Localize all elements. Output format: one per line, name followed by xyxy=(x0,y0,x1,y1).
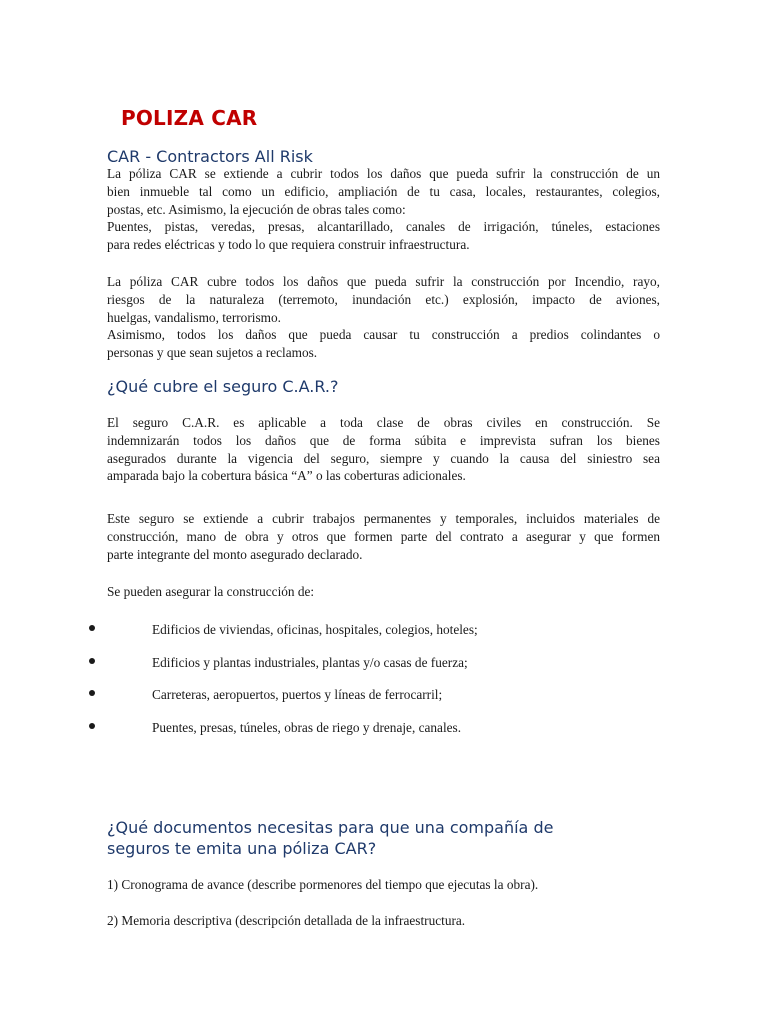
section-heading-car: CAR - Contractors All Risk xyxy=(107,147,313,166)
list-item-text: Edificios de viviendas, oficinas, hospitales, colegios, hoteles; xyxy=(152,622,478,637)
text-line: bien inmueble tal como un edificio, ampliación de tu casa, locales, restaurantes, colegios, xyxy=(107,183,660,199)
document-title: POLIZA CAR xyxy=(121,106,258,130)
heading-line: ¿Qué documentos necesitas para que una compañía de xyxy=(107,818,554,837)
list-item-text: Puentes, presas, túneles, obras de riego y drenaje, canales. xyxy=(152,720,462,735)
text-line: Puentes, pistas, veredas, presas, alcantarillado, canales de irrigación, túneles, estaciones xyxy=(107,219,660,235)
bullet-icon xyxy=(89,690,95,696)
text-line: indemnizarán todos los daños que de forma súbita e imprevista sufran los bienes xyxy=(107,432,660,448)
document-requirement-item: 2) Memoria descriptiva (descripción detallada de la infraestructura. xyxy=(107,913,466,928)
text-line: La póliza CAR se extiende a cubrir todos los daños que pueda sufrir la construcción de un xyxy=(107,166,660,181)
paragraph-car-scope xyxy=(107,165,660,254)
list-item-text: Edificios y plantas industriales, plantas y/o casas de fuerza; xyxy=(152,655,468,670)
text-line: postas, etc. Asimismo, la ejecución de obras tales como: xyxy=(107,201,406,217)
list-item xyxy=(0,655,768,675)
list-item-text: Carreteras, aeropuertos, puertos y líneas de ferrocarril; xyxy=(152,687,443,702)
text-line: construcción, mano de obra y otros que formen parte del contrato a asegurar y que formen xyxy=(107,528,660,544)
list-intro: Se pueden asegurar la construcción de: xyxy=(107,584,315,599)
text-line: huelgas, vandalismo, terrorismo. xyxy=(107,309,281,325)
text-line: El seguro C.A.R. es aplicable a toda clase de obras civiles en construcción. Se xyxy=(107,415,660,430)
bullet-icon xyxy=(89,658,95,664)
section-heading-que-cubre: ¿Qué cubre el seguro C.A.R.? xyxy=(107,377,339,396)
text-line: parte integrante del monto asegurado declarado. xyxy=(107,546,363,562)
text-line: asegurados durante la vigencia del seguro, siempre y cuando la causa del siniestro sea xyxy=(107,450,660,466)
paragraph-car-applicability xyxy=(107,414,660,485)
text-line: para redes eléctricas y todo lo que requiera construir infraestructura. xyxy=(107,237,470,253)
section-heading-documentos xyxy=(107,817,553,859)
text-line: La póliza CAR cubre todos los daños que pueda sufrir la construcción por Incendio, rayo, xyxy=(107,274,660,289)
text-line: riesgos de la naturaleza (terremoto, inundación etc.) explosión, impacto de aviones, xyxy=(107,291,660,307)
document-requirement-item: 1) Cronograma de avance (describe pormenores del tiempo que ejecutas la obra). xyxy=(107,877,539,892)
list-item xyxy=(0,687,768,707)
text-line: Este seguro se extiende a cubrir trabajos permanentes y temporales, incluidos materiales de xyxy=(107,511,660,526)
bullet-icon xyxy=(89,723,95,729)
heading-line: seguros te emita una póliza CAR? xyxy=(107,839,377,858)
text-line: personas y que sean sujetos a reclamos. xyxy=(107,345,318,361)
bullet-icon xyxy=(89,625,95,631)
paragraph-car-coverage xyxy=(107,273,660,362)
paragraph-car-extension xyxy=(107,510,660,563)
list-item xyxy=(0,622,768,642)
text-line: Asimismo, todos los daños que pueda causar tu construcción a predios colindantes o xyxy=(107,327,660,343)
list-item xyxy=(0,720,768,740)
text-line: amparada bajo la cobertura básica “A” o las coberturas adicionales. xyxy=(107,468,466,484)
